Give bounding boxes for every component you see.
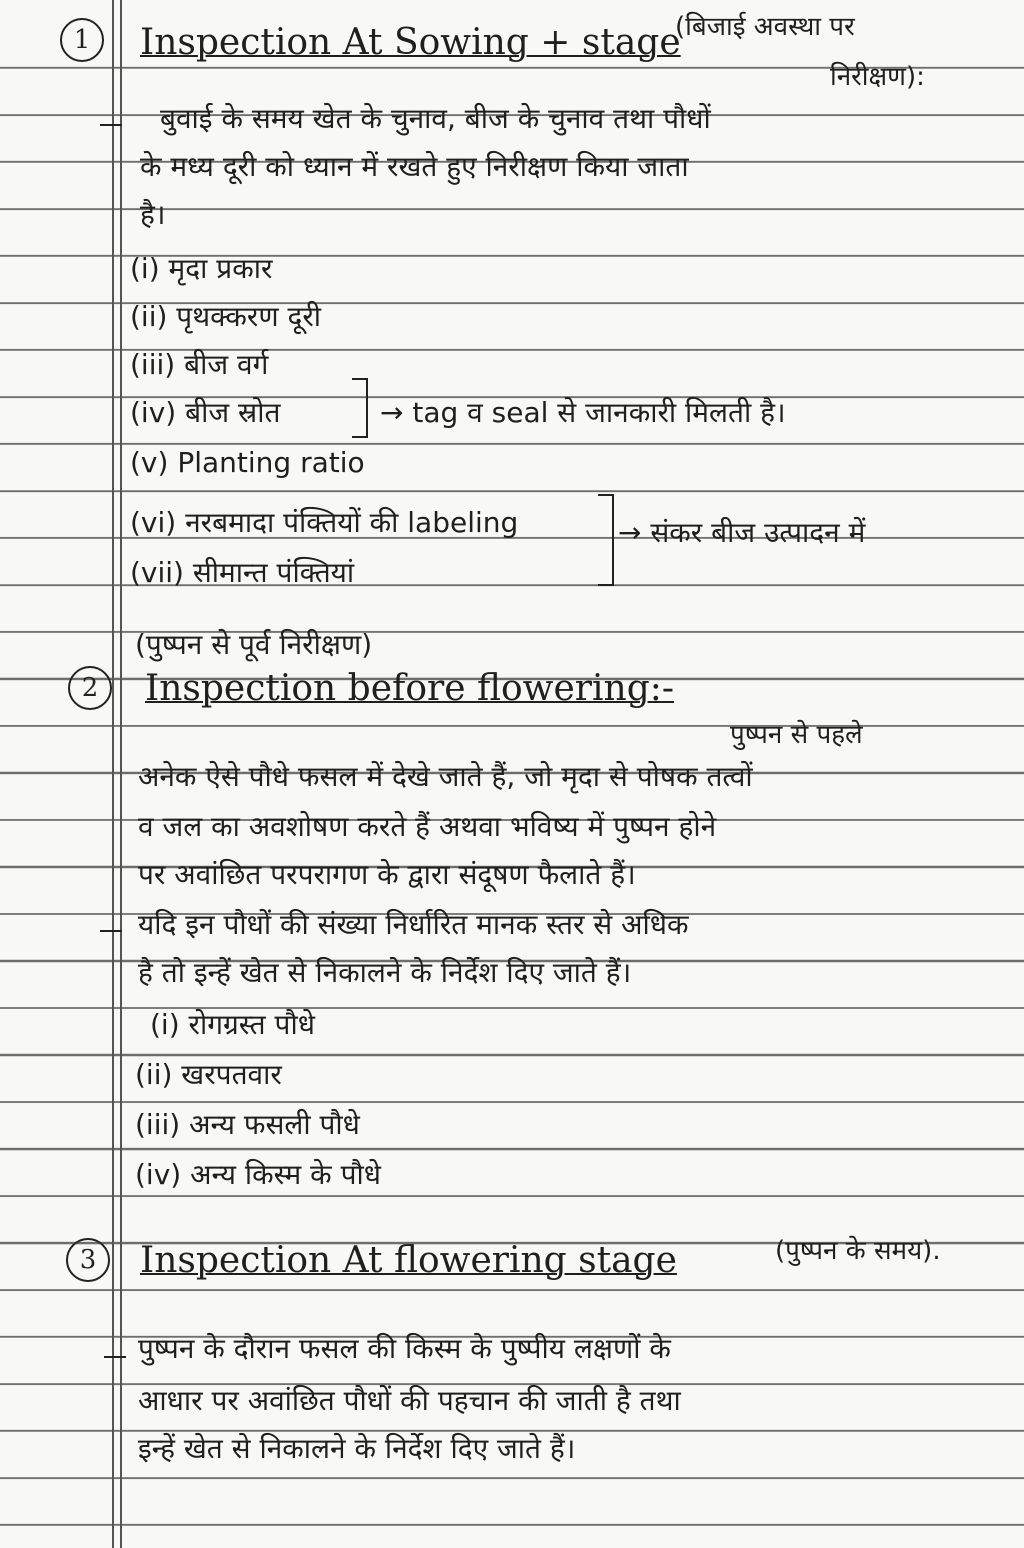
list-item: (i) मृदा प्रकार (130, 252, 273, 285)
margin-line-right (120, 0, 122, 1548)
paragraph-line: पुष्पन के दौरान फसल की किस्म के पुष्पीय लक्षणों के (138, 1332, 671, 1365)
list-item: (i) रोगग्रस्त पौधे (150, 1008, 315, 1041)
paragraph-line: आधार पर अवांछित पौधों की पहचान की जाती है तथा (138, 1384, 681, 1417)
section-aside-2: पुष्पन से पहले (730, 720, 863, 750)
brace-bracket (598, 494, 614, 586)
list-item: (ii) पृथक्करण दूरी (130, 300, 322, 333)
brace-bracket (352, 378, 368, 438)
margin-line-left (112, 0, 114, 1548)
section-number-1: 1 (60, 18, 104, 62)
paragraph-line: पर अवांछित परपरागण के द्वारा संदूषण फैलाते हैं। (138, 858, 636, 891)
paragraph-line: यदि इन पौधों की संख्या निर्धारित मानक स्तर से अधिक (138, 908, 689, 941)
list-item: (vii) सीमान्त पंक्तियां (130, 556, 355, 589)
paragraph-line: है तो इन्हें खेत से निकालने के निर्देश दिए जाते हैं। (138, 956, 632, 989)
bullet-dash (104, 1356, 126, 1358)
section-heading-hindi-2: (पुष्पन से पूर्व निरीक्षण) (135, 628, 373, 661)
paragraph-line: व जल का अवशोषण करते हैं अथवा भविष्य में पुष्पन होने (138, 810, 717, 843)
section-heading-hindi-1a: (बिजाई अवस्था पर (675, 12, 855, 42)
hybrid-note: → संकर बीज उत्पादन में (618, 516, 866, 549)
bullet-dash (100, 930, 122, 932)
list-item: (iii) बीज वर्ग (130, 348, 269, 381)
paragraph-line: के मध्य दूरी को ध्यान में रखते हुए निरीक्षण किया जाता (140, 150, 689, 183)
section-heading-1: Inspection At Sowing + stage (140, 22, 681, 63)
list-item: (iv) अन्य किस्म के पौधे (135, 1158, 381, 1191)
tag-seal-note: → tag व seal से जानकारी मिलती है। (380, 396, 786, 429)
list-item: (iii) अन्य फसली पौधे (135, 1108, 360, 1141)
paragraph-line: बुवाई के समय खेत के चुनाव, बीज के चुनाव तथा पौधों (160, 102, 711, 135)
list-item: (iv) बीज स्रोत (130, 396, 281, 429)
section-number-2: 2 (68, 666, 112, 710)
section-heading-3: Inspection At flowering stage (140, 1240, 677, 1281)
paragraph-line: इन्हें खेत से निकालने के निर्देश दिए जाते हैं। (138, 1432, 576, 1465)
section-heading-hindi-1b: निरीक्षण): (830, 62, 925, 92)
bullet-dash (100, 124, 122, 126)
list-item: (ii) खरपतवार (135, 1058, 282, 1091)
paragraph-line: है। (140, 198, 166, 231)
section-number-3: 3 (66, 1238, 110, 1282)
paragraph-line: अनेक ऐसे पौधे फसल में देखे जाते हैं, जो मृदा से पोषक तत्वों (138, 760, 753, 793)
list-item: (v) Planting ratio (130, 446, 365, 479)
section-heading-2: Inspection before flowering:- (145, 668, 675, 709)
section-heading-hindi-3: (पुष्पन के समय). (775, 1236, 941, 1266)
list-item: (vi) नरबमादा पंक्तियों की labeling (130, 506, 519, 539)
